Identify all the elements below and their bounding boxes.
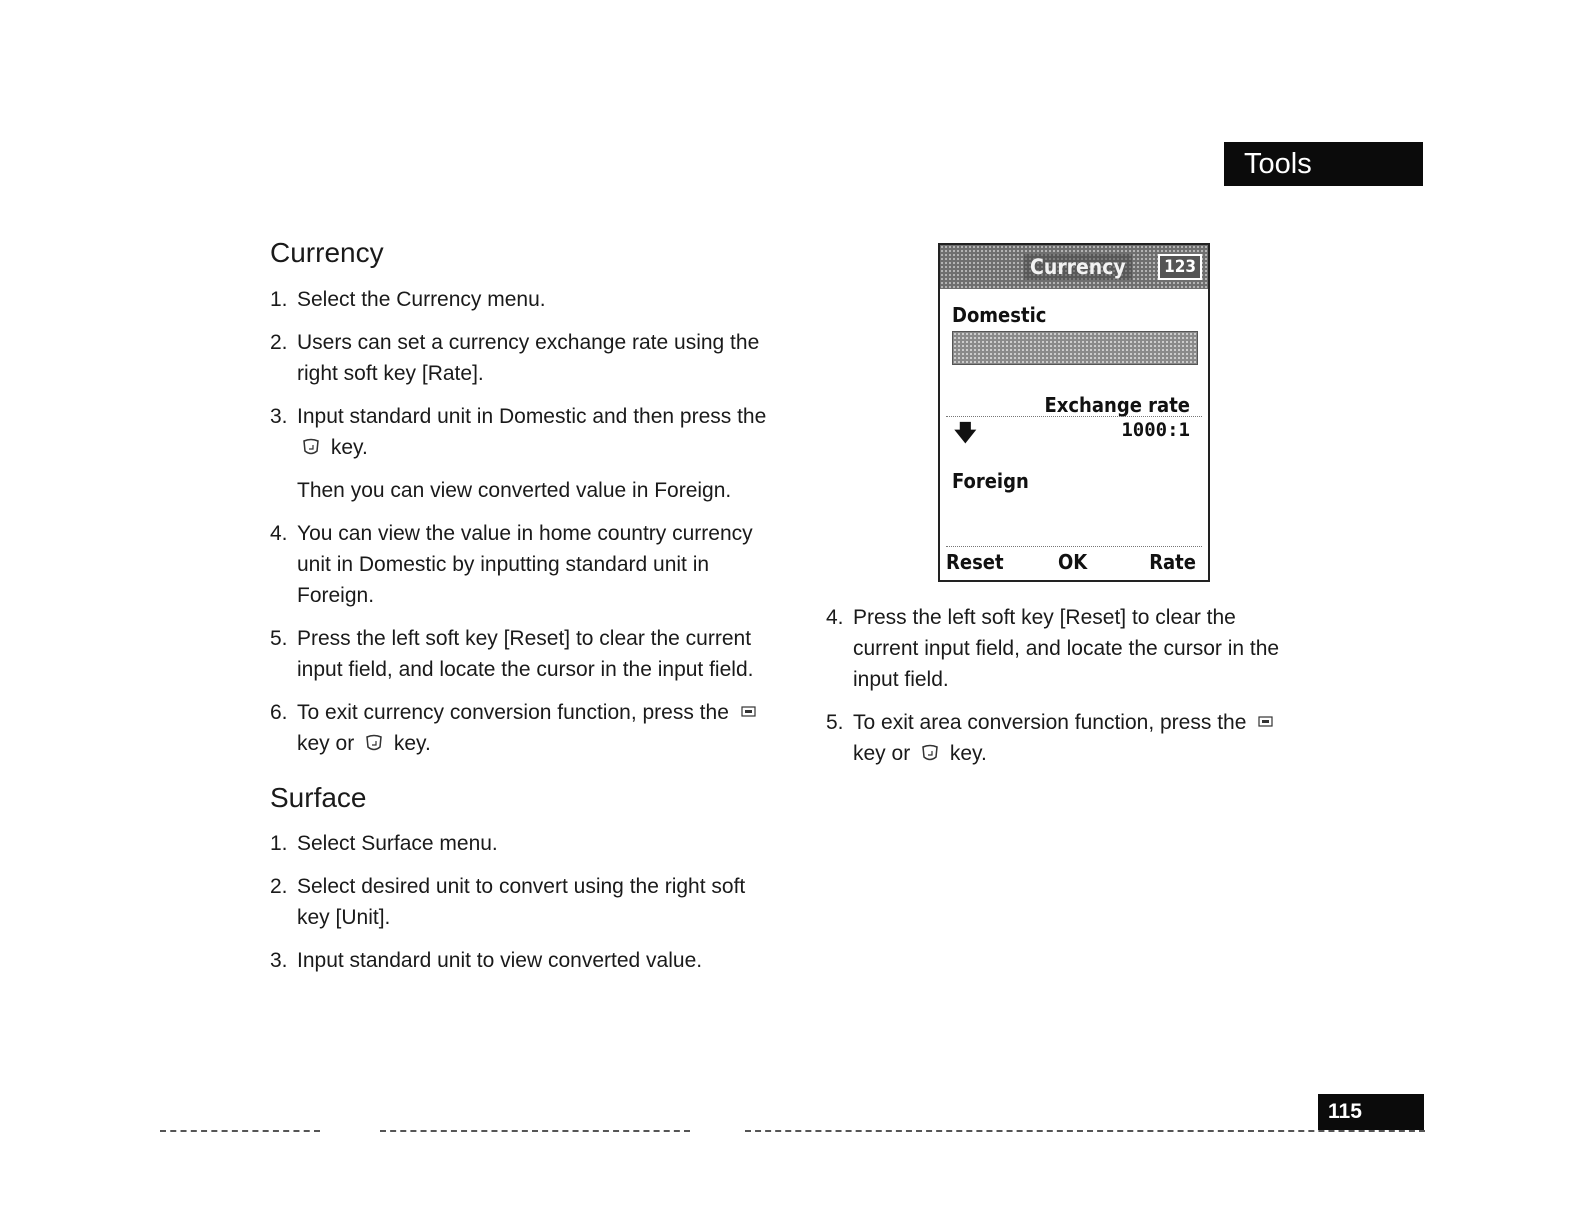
step-text: You can view the value in home country currency unit in Domestic by inputting standard unit in Foreign. [297, 521, 753, 607]
phone-softkey-bar [940, 548, 1208, 576]
step-text-part: To exit currency conversion function, press the [297, 700, 729, 724]
list-item [270, 518, 770, 611]
step-text-part: To exit area conversion function, press the [853, 711, 1247, 734]
step-text-part: key. [393, 731, 431, 755]
exchange-rate-value: 1000:1 [1121, 419, 1190, 441]
list-item [826, 602, 1296, 695]
list-item [270, 401, 770, 506]
step-text-part: key or [297, 731, 355, 755]
step-number: 3. [270, 404, 288, 428]
left-column [270, 236, 770, 998]
softkey-ok: OK [1058, 550, 1088, 574]
phone-title: Currency [1024, 254, 1132, 280]
divider [946, 546, 1202, 547]
domestic-input-field [952, 331, 1198, 365]
step-number: 2. [270, 330, 288, 354]
step-text [297, 697, 770, 759]
footer-rule [745, 1130, 1425, 1132]
domestic-label: Domestic [952, 303, 1047, 327]
currency-steps [270, 284, 770, 759]
divider [946, 416, 1202, 417]
list-item [826, 707, 1296, 769]
step-number: 5. [826, 711, 844, 734]
list-item [270, 945, 770, 976]
currency-heading: Currency [270, 237, 384, 268]
step-number: 5. [270, 626, 288, 650]
step-text: Select desired unit to convert using the right soft key [Unit]. [297, 875, 746, 930]
step-text: Select Surface menu. [297, 832, 498, 856]
step-subtext: Then you can view converted value in Foreign. [297, 478, 732, 502]
list-item [270, 697, 770, 759]
list-item [270, 623, 770, 685]
step-text: Select the Currency menu. [297, 287, 546, 311]
step-number: 4. [270, 521, 288, 545]
step-text: Users can set a currency exchange rate using the right soft key [Rate]. [297, 330, 760, 385]
phone-screen [938, 243, 1210, 582]
step-number: 3. [270, 949, 288, 973]
softkey-rate: Rate [1149, 550, 1196, 574]
input-mode-badge: 123 [1158, 254, 1202, 280]
step-text: Press the left soft key [Reset] to clear the current input field, and locate the cursor in the input field. [297, 626, 754, 681]
surface-steps [270, 828, 770, 976]
foreign-label: Foreign [952, 469, 1029, 493]
right-steps [826, 602, 1296, 769]
end-key-icon [920, 743, 940, 763]
step-text-part: key. [330, 435, 368, 459]
back-key-icon [739, 702, 759, 722]
back-key-icon [1256, 712, 1276, 732]
section-tab: Tools [1224, 142, 1423, 186]
step-number: 1. [270, 832, 288, 856]
softkey-reset: Reset [946, 550, 1004, 574]
step-text [297, 401, 770, 463]
list-item [270, 871, 770, 933]
step-text-part: key. [949, 742, 987, 765]
list-item [270, 284, 770, 315]
down-arrow-icon: 🡇 [954, 421, 977, 446]
step-number: 1. [270, 287, 288, 311]
surface-heading: Surface [270, 781, 367, 813]
page-number: 115 [1318, 1094, 1424, 1130]
step-text: Input standard unit to view converted value. [297, 949, 703, 973]
exchange-rate-label: Exchange rate [1044, 393, 1190, 417]
ok-key-icon [301, 437, 321, 457]
list-item [270, 327, 770, 389]
list-item [270, 828, 770, 859]
step-number: 2. [270, 875, 288, 899]
step-text [853, 707, 1296, 769]
step-text: Press the left soft key [Reset] to clear the current input field, and locate the cursor in the input field. [853, 606, 1280, 691]
step-text-part: key or [853, 742, 911, 765]
step-number: 4. [826, 606, 844, 629]
footer-rule [380, 1130, 690, 1132]
phone-title-bar [940, 245, 1208, 289]
step-number: 6. [270, 700, 288, 724]
step-text-part: Input standard unit in Domestic and then press the [297, 404, 767, 428]
footer-rule [160, 1130, 320, 1132]
right-column [826, 602, 1296, 791]
end-key-icon [364, 733, 384, 753]
